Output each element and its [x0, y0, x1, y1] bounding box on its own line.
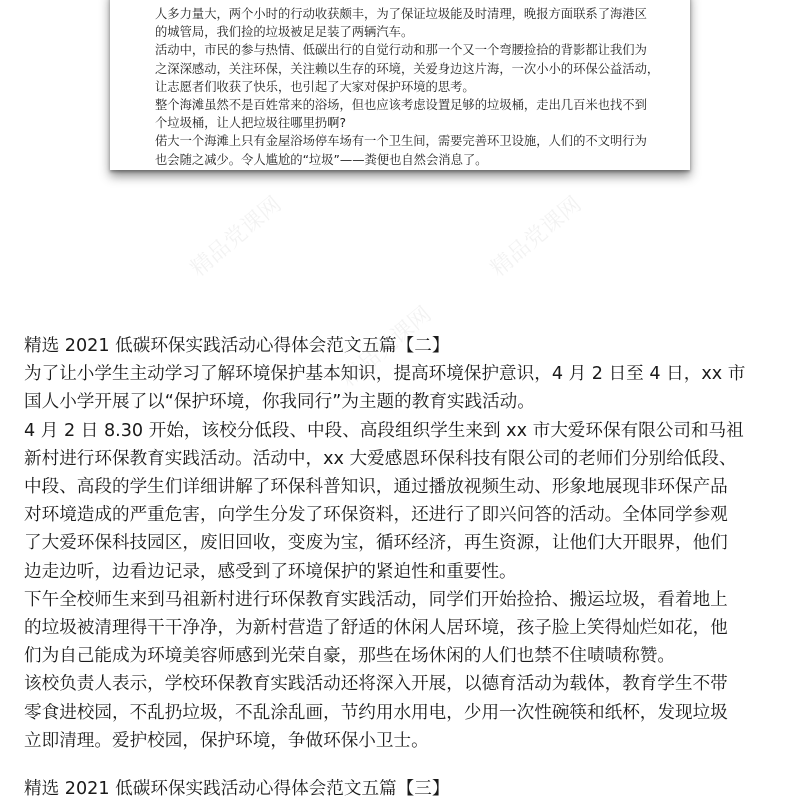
document-preview-card — [110, 0, 690, 170]
text-line: 之深深感动，关注环保，关注赖以生存的环境，关爱身边这片海，一次小小的环保公益活动， — [155, 61, 660, 76]
text-line: 们为自己能成为环境美容师感到光荣自豪，那些在场休闲的人们也禁不住啧啧称赞。 — [24, 646, 675, 667]
text-line: 国人小学开展了以“保护环境，你我同行”为主题的教育实践活动。 — [24, 392, 535, 413]
text-line: 对环境造成的严重危害，向学生分发了环保资料，还进行了即兴问答的活动。全体同学参观 — [24, 505, 728, 526]
text-line: 下午全校师生来到马祖新村进行环保教育实践活动，同学们开始捡拾、搬运垃圾，看着地上 — [24, 589, 728, 610]
text-line: 的垃圾被清理得干干净净，为新村营造了舒适的休闲人居环境，孩子脸上笑得灿烂如花，他 — [24, 618, 728, 639]
text-line: 人多力量大，两个小时的行动收获颇丰，为了保证垃圾能及时清理，晚报方面联系了海港区 — [155, 7, 647, 21]
text-line: 新村进行环保教育实践活动。活动中，xx 大爱感恩环保科技有限公司的老师们分别给低段、 — [24, 448, 737, 469]
document-body — [24, 332, 745, 803]
text-line: 也会随之减少。令人尴尬的“垃圾”——粪便也自然会消息了。 — [155, 152, 488, 167]
text-line: 立即清理。爱护校园，保护环境，争做环保小卫士。 — [24, 730, 429, 751]
text-line: 个垃圾桶，让人把垃圾往哪里扔啊? — [155, 116, 346, 131]
card-text — [155, 5, 659, 169]
text-line: 边走边听，边看边记录，感受到了环境保护的紧迫性和重要性。 — [24, 561, 517, 582]
text-line: 偌大一个海滩上只有金屋浴场停车场有一个卫生间，需要完善环卫设施，人们的不文明行为 — [155, 134, 647, 149]
text-line: 为了让小学生主动学习了解环境保护基本知识，提高环境保护意识，4 月 2 日至 4 日，xx 市 — [24, 364, 746, 385]
text-line: 了大爱环保科技园区，废旧回收，变废为宝，循环经济，再生资源，让他们大开眼界，他们 — [24, 533, 728, 554]
section-heading: 精选 2021 低碳环保实践活动心得体会范文五篇【二】 — [24, 336, 450, 356]
section-heading: 精选 2021 低碳环保实践活动心得体会范文五篇【三】 — [24, 779, 450, 800]
text-line: 的城管局，我们捡的垃圾被足足装了两辆汽车。 — [155, 25, 414, 40]
text-line: 整个海滩虽然不是百姓常来的浴场，但也应该考虑设置足够的垃圾桶，走出几百米也找不到 — [155, 98, 647, 113]
watermark: 精品党课网 — [336, 302, 437, 392]
text-line: 中段、高段的学生们详细讲解了环保科普知识，通过播放视频生动、形象地展现非环保产品 — [24, 477, 728, 498]
watermark: 精品党课网 — [186, 192, 287, 282]
text-line: 零食进校园，不乱扔垃圾，不乱涂乱画，节约用水用电，少用一次性碗筷和纸杯，发现垃圾 — [24, 702, 728, 723]
section-body — [24, 360, 745, 755]
text-line: 该校负责人表示，学校环保教育实践活动还将深入开展，以德育活动为载体，教育学生不带 — [24, 674, 728, 695]
watermark: 精品党课网 — [486, 192, 587, 282]
text-line: 4 月 2 日 8.30 开始，该校分低段、中段、高段组织学生来到 xx 市大爱环保有限公司和马祖 — [24, 420, 744, 441]
text-line: 让志愿者们收获了快乐，也引起了大家对保护环境的思考。 — [155, 79, 475, 94]
text-line: 活动中，市民的参与热情、低碳出行的自觉行动和那一个又一个弯腰捡拾的背影都让我们为 — [155, 43, 647, 58]
